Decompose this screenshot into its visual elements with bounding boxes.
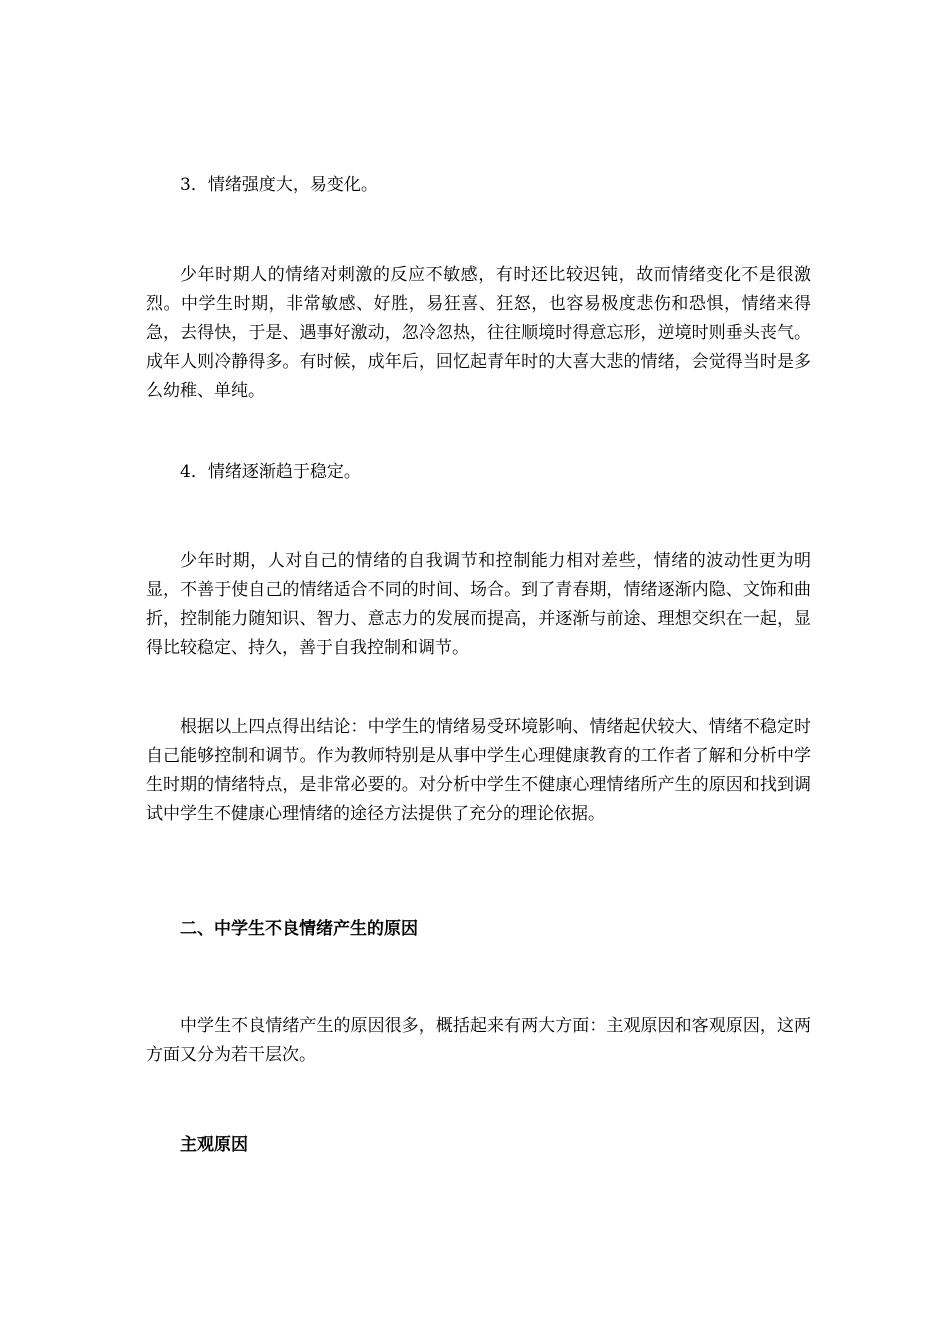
paragraph-emotion-intensity: 少年时期人的情绪对刺激的反应不敏感，有时还比较迟钝，故而情绪变化不是很激烈。中学生时期，非常敏感、好胜，易狂喜、狂怒，也容易极度悲伤和恐惧，情绪来得急，去得快，于是、遇事好激动，忽冷忽热，往往顺境时得意忘形，逆境时则垂头丧气。成年人则冷静得多。有时候，成年后，回忆起青年时的大喜大悲的情绪，会觉得当时是多么幼稚、单纯。	[146, 265, 811, 401]
paragraph-emotion-stability: 少年时期，人对自己的情绪的自我调节和控制能力相对差些，情绪的波动性更为明显，不善于使自己的情绪适合不同的时间、场合。到了青春期，情绪逐渐内隐、文饰和曲折，控制能力随知识、智力、意志力的发展而提高，并逐渐与前途、理想交织在一起，显得比较稳定、持久，善于自我控制和调节。	[146, 551, 811, 658]
subheading-subjective-causes: 主观原因	[180, 1135, 248, 1155]
list-item-4-heading: 4．情绪逐渐趋于稳定。	[180, 462, 361, 482]
list-item-3-heading: 3．情绪强度大，易变化。	[180, 175, 378, 195]
paragraph-conclusion: 根据以上四点得出结论：中学生的情绪易受环境影响、情绪起伏较大、情绪不稳定时自己能够控制和调节。作为教师特别是从事中学生心理健康教育的工作者了解和分析中学生时期的情绪特点，是非常必要的。对分析中学生不健康心理情绪所产生的原因和找到调试中学生不健康心理情绪的途径方法提供了充分的理论依据。	[146, 717, 811, 824]
section-heading-causes: 二、中学生不良情绪产生的原因	[180, 919, 418, 939]
paragraph-causes-intro: 中学生不良情绪产生的原因很多，概括起来有两大方面：主观原因和客观原因，这两方面又分为若干层次。	[146, 1016, 811, 1065]
